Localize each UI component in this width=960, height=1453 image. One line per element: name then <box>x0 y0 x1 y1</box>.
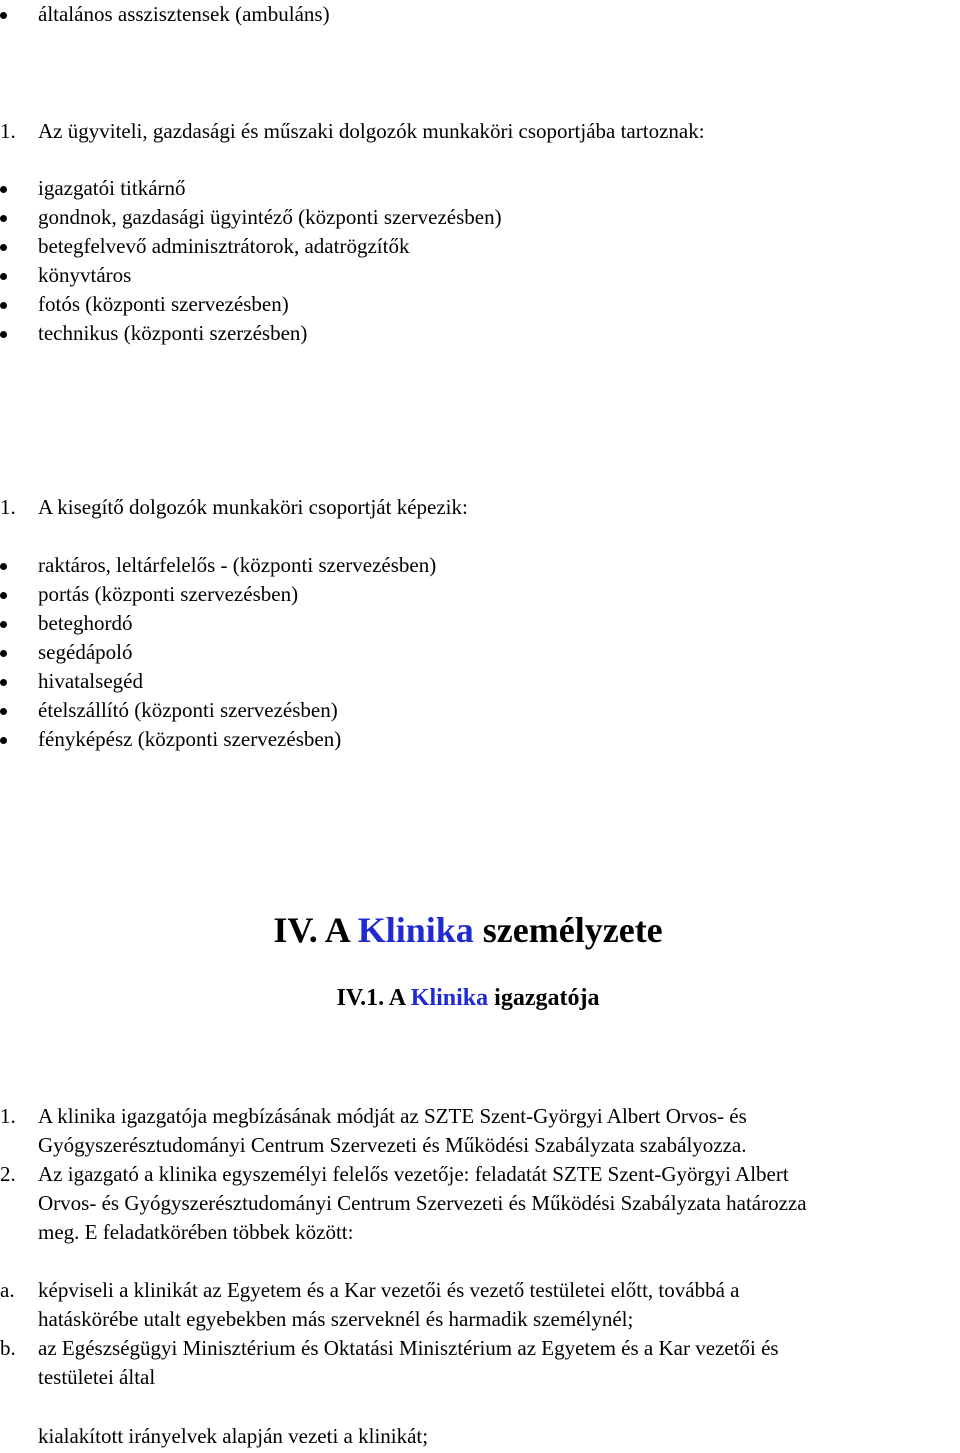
subchapter-heading-prefix: IV.1. A <box>336 985 411 1011</box>
bullet-text: általános asszisztensek (ambuláns) <box>38 2 330 26</box>
bullet-icon <box>0 302 7 309</box>
bullet-icon <box>0 621 7 628</box>
paragraph-line: meg. E feladatkörében többek között: <box>38 1220 354 1244</box>
paragraph-line: képviseli a klinikát az Egyetem és a Kar vezetői és vezető testületei előtt, továbbá a <box>38 1278 740 1302</box>
bullet-text: technikus (központi szerzésben) <box>38 321 308 345</box>
paragraph-number: 2. <box>0 1162 16 1186</box>
bullet-icon <box>0 737 7 744</box>
bullet-text: ételszállító (központi szervezésben) <box>38 698 338 722</box>
bullet-text: könyvtáros <box>38 263 132 287</box>
chapter-heading-prefix: IV. A <box>273 910 358 950</box>
bullet-icon <box>0 273 7 280</box>
bullet-icon <box>0 708 7 715</box>
bullet-text: gondnok, gazdasági ügyintéző (központi szervezésben) <box>38 205 502 229</box>
bullet-text: segédápoló <box>38 640 133 664</box>
klinika-link[interactable]: Klinika <box>357 910 474 950</box>
final-line: kialakított irányelvek alapján vezeti a klinikát; <box>38 1424 429 1448</box>
bullet-icon <box>0 679 7 686</box>
paragraph-line: Gyógyszerésztudományi Centrum Szervezeti és Működési Szabályzata szabályozza. <box>38 1133 747 1157</box>
bullet-text: raktáros, leltárfelelős - (központi szervezésben) <box>38 553 437 577</box>
bullet-icon <box>0 563 7 570</box>
bullet-icon <box>0 592 7 599</box>
chapter-heading <box>0 910 936 950</box>
section-number: 1. <box>0 119 16 143</box>
paragraph-line: A klinika igazgatója megbízásának módját az SZTE Szent-Györgyi Albert Orvos- és <box>38 1104 747 1128</box>
paragraph-line: Orvos- és Gyógyszerésztudományi Centrum Szervezeti és Működési Szabályzata határozza <box>38 1191 807 1215</box>
bullet-text: portás (központi szervezésben) <box>38 582 299 606</box>
paragraph-line: hatáskörébe utalt egyebekben más szerveknél és harmadik személynél; <box>38 1307 634 1331</box>
bullet-text: fényképész (központi szervezésben) <box>38 727 342 751</box>
bullet-icon <box>0 331 7 338</box>
bullet-text: betegfelvevő adminisztrátorok, adatrögzítők <box>38 234 410 258</box>
paragraph-letter: a. <box>0 1278 15 1302</box>
paragraph-number: 1. <box>0 1104 16 1128</box>
klinika-link[interactable]: Klinika <box>410 985 489 1011</box>
paragraph-line: az Egészségügyi Minisztérium és Oktatási Minisztérium az Egyetem és a Kar vezetői és <box>38 1336 779 1360</box>
section-title: Az ügyviteli, gazdasági és műszaki dolgozók munkaköri csoportjába tartoznak: <box>38 119 705 143</box>
paragraph-line: testületei által <box>38 1365 156 1389</box>
bullet-text: fotós (központi szervezésben) <box>38 292 289 316</box>
subchapter-heading <box>0 983 936 1013</box>
bullet-text: beteghordó <box>38 611 133 635</box>
bullet-icon <box>0 186 7 193</box>
bullet-icon <box>0 650 7 657</box>
section-number: 1. <box>0 495 16 519</box>
bullet-icon <box>0 215 7 222</box>
bullet-text: igazgatói titkárnő <box>38 176 186 200</box>
bullet-icon <box>0 12 7 19</box>
subchapter-heading-suffix: igazgatója <box>488 985 600 1011</box>
bullet-text: hivatalsegéd <box>38 669 143 693</box>
section-title: A kisegítő dolgozók munkaköri csoportját képezik: <box>38 495 468 519</box>
paragraph-line: Az igazgató a klinika egyszemélyi felelős vezetője: feladatát SZTE Szent-Györgyi Albert <box>38 1162 789 1186</box>
paragraph-letter: b. <box>0 1336 16 1360</box>
chapter-heading-suffix: személyzete <box>473 910 663 950</box>
bullet-icon <box>0 244 7 251</box>
